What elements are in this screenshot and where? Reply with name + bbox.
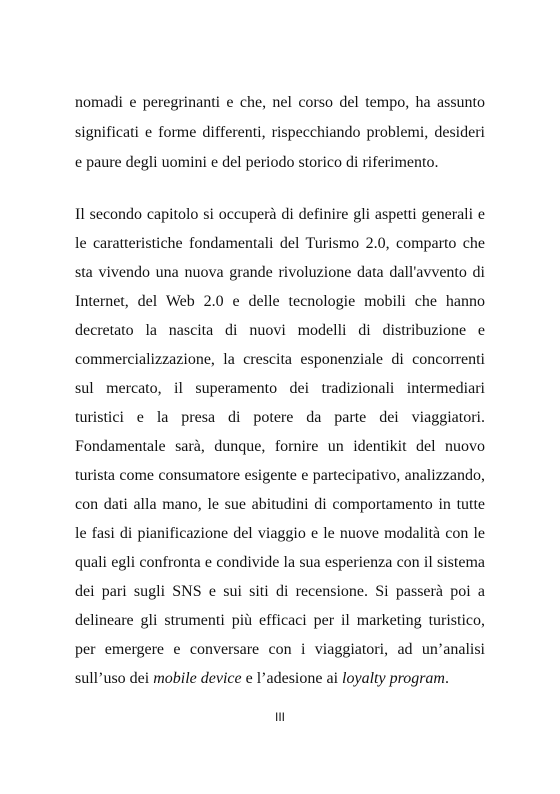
text-line: quali egli confronta e condivide la sua esperienza con il sistema [75,554,485,571]
text-fragment: e l’adesione ai [241,670,343,687]
text-line: per emergere e conversare con i viaggiatori, ad un’analisi [75,641,485,658]
text-line: Il secondo capitolo si occuperà di definire gli aspetti generali e [75,206,485,223]
text-line: Internet, del Web 2.0 e delle tecnologie mobili che hanno [75,293,485,310]
text-line: significati e forme differenti, rispecchiando problemi, desideri [75,124,485,141]
text-fragment: sull’uso dei [75,670,154,687]
text-line: le caratteristiche fondamentali del Turismo 2.0, comparto che [75,235,485,252]
text-line: sta vivendo una nuova grande rivoluzione data dall'avvento di [75,264,485,281]
italic-term: loyalty program [342,670,445,687]
text-line: Fondamentale sarà, dunque, fornire un identikit del nuovo [75,438,485,455]
italic-term: mobile device [153,670,242,687]
text-line: delineare gli strumenti più efficaci per il marketing turistico, [75,612,485,629]
text-line: dei pari sugli SNS e sui siti di recensione. Si passerà poi a [75,583,485,600]
text-line: e paure degli uomini e del periodo storico di riferimento. [75,154,439,171]
text-line: le fasi di pianificazione del viaggio e le nuove modalità con le [75,525,485,542]
text-line: decretato la nascita di nuovi modelli di distribuzione e [75,322,485,339]
text-line: con dati alla mano, le sue abitudini di comportamento in tutte [75,496,485,513]
text-line: turista come consumatore esigente e partecipativo, analizzando, [75,467,485,484]
text-line: nomadi e peregrinanti e che, nel corso del tempo, ha assunto [75,94,485,111]
text-line: turistici e la presa di potere da parte dei viaggiatori. [75,409,485,426]
text-line: sul mercato, il superamento dei tradizionali intermediari [75,380,485,397]
page-number: III [274,710,285,724]
text-line: commercializzazione, la crescita esponenziale di concorrenti [75,351,485,368]
text-line-last [75,669,485,689]
text-fragment: . [444,670,449,687]
